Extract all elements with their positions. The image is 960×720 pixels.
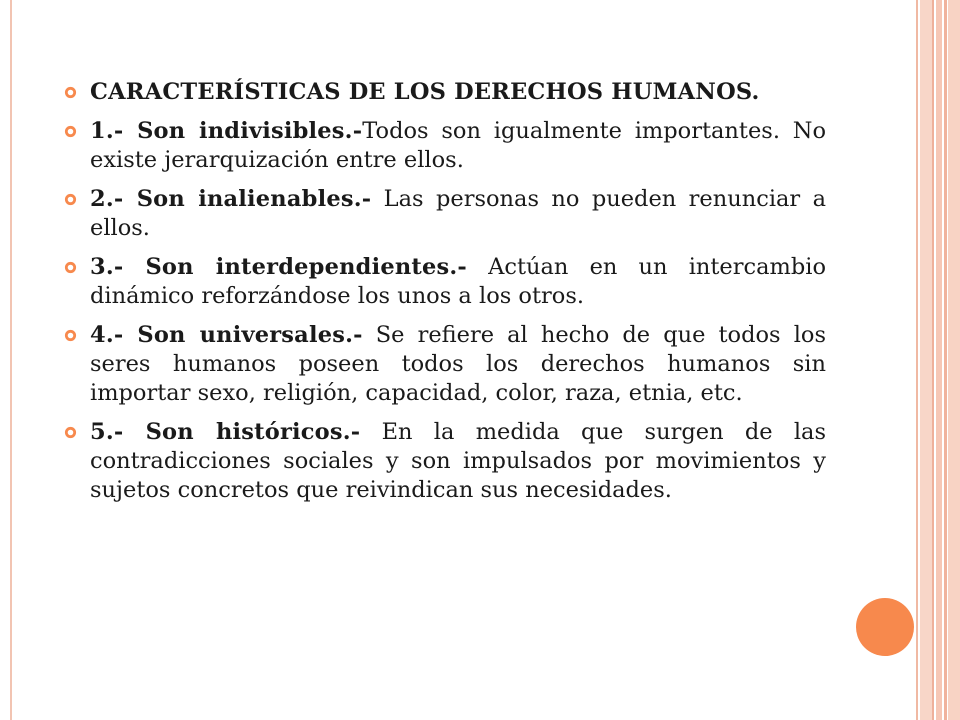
list-item xyxy=(64,253,826,311)
item-title: 3.- Son interdependientes.- xyxy=(90,254,467,280)
item-title: 4.- Son universales.- xyxy=(90,322,363,348)
list-item xyxy=(64,185,826,243)
right-stripe xyxy=(936,0,942,720)
orange-ring-bullet-icon xyxy=(64,426,77,439)
left-border-line xyxy=(10,0,12,720)
right-stripe xyxy=(932,0,934,720)
slide-body xyxy=(64,78,826,515)
heading-item xyxy=(64,78,826,107)
right-stripe xyxy=(944,0,947,720)
list-item xyxy=(64,321,826,408)
item-title: 5.- Son históricos.- xyxy=(90,419,361,445)
heading-text: CARACTERÍSTICAS DE LOS DERECHOS HUMANOS. xyxy=(90,79,760,105)
list-item xyxy=(64,117,826,175)
item-description: Actúan en un intercambio dinámico reforzándose los unos a los otros. xyxy=(90,254,827,309)
item-description: En la medida que surgen de las contradicciones sociales y son impulsados por movimientos y sujetos concretos que reivindican sus necesidades. xyxy=(90,419,827,503)
item-title: 1.- Son indivisibles.- xyxy=(90,118,363,144)
orange-ring-bullet-icon xyxy=(64,125,77,138)
item-description: Las personas no pueden renunciar a ellos. xyxy=(90,186,826,241)
orange-ring-bullet-icon xyxy=(64,329,77,342)
decorative-orange-circle xyxy=(856,598,914,656)
item-title: 2.- Son inalienables.- xyxy=(90,186,372,212)
list-item xyxy=(64,418,826,505)
orange-ring-bullet-icon xyxy=(64,261,77,274)
item-description: Todos son igualmente importantes. No existe jerarquización entre ellos. xyxy=(90,118,827,173)
right-stripe xyxy=(948,0,960,720)
orange-ring-bullet-icon xyxy=(64,86,77,99)
right-stripe xyxy=(920,0,932,720)
item-description: Se refiere al hecho de que todos los seres humanos poseen todos los derechos humanos sin importar sexo, religión, capacidad, color, raza, etnia, etc. xyxy=(90,322,826,406)
orange-ring-bullet-icon xyxy=(64,193,77,206)
right-stripe xyxy=(916,0,918,720)
